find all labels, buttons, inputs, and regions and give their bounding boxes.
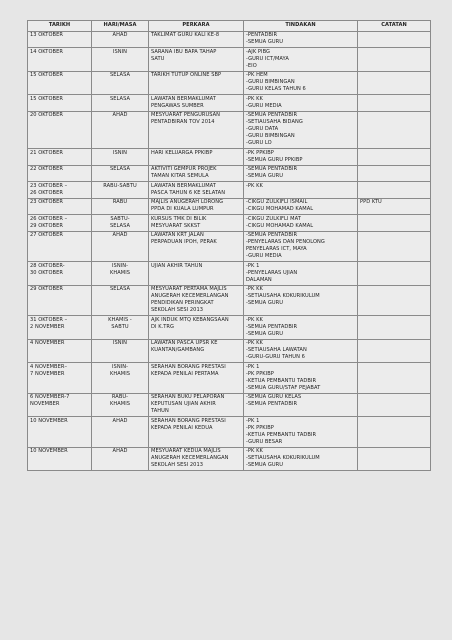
table-row xyxy=(28,95,431,112)
cell-catatan xyxy=(358,285,431,316)
table-row xyxy=(28,111,431,149)
cell-tindakan: -PK KK -SEMUA PENTADBIR -SEMUA GURU xyxy=(244,316,358,340)
cell-tarikh: 28 OKTOBER- 30 OKTOBER xyxy=(28,262,92,286)
cell-hari-masa: RABU- KHAMIS xyxy=(92,393,149,417)
table-row xyxy=(28,165,431,182)
table-body xyxy=(28,31,431,471)
cell-catatan xyxy=(358,339,431,363)
cell-catatan xyxy=(358,393,431,417)
cell-catatan xyxy=(358,363,431,394)
table-row xyxy=(28,285,431,316)
table-row xyxy=(28,339,431,363)
cell-hari-masa: ISNIN- KHAMIS xyxy=(92,363,149,394)
cell-perkara: SARANA IBU BAPA TAHAP SATU xyxy=(149,48,244,72)
cell-catatan xyxy=(358,149,431,166)
cell-catatan xyxy=(358,316,431,340)
cell-tarikh: 14 OKTOBER xyxy=(28,48,92,72)
cell-perkara: SERAHAN BORANG PRESTASI KEPADA PENILAI KEDUA xyxy=(149,417,244,448)
cell-hari-masa: AHAD xyxy=(92,111,149,149)
schedule-table xyxy=(27,20,431,471)
cell-catatan xyxy=(358,95,431,112)
cell-hari-masa: AHAD xyxy=(92,447,149,471)
cell-perkara: TARIKH TUTUP ONLINE SBP xyxy=(149,71,244,95)
cell-catatan: PPD KTU xyxy=(358,198,431,215)
cell-tindakan: -PK KK -SETIAUSAHA KOKURIKULUM -SEMUA GURU xyxy=(244,285,358,316)
table-row xyxy=(28,71,431,95)
cell-tindakan: -SEMUA PENTADBIR -SETIAUSAHA BIDANG -GURU DATA -GURU BIMBINGAN -GURU LO xyxy=(244,111,358,149)
table-row xyxy=(28,316,431,340)
table-row xyxy=(28,447,431,471)
cell-hari-masa: SELASA xyxy=(92,285,149,316)
cell-catatan xyxy=(358,111,431,149)
table-row xyxy=(28,363,431,394)
cell-hari-masa: SABTU- SELASA xyxy=(92,215,149,232)
cell-hari-masa: AHAD xyxy=(92,31,149,48)
cell-tarikh: 22 OKTOBER xyxy=(28,165,92,182)
cell-tindakan: -SEMUA GURU KELAS -SEMUA PENTADBIR xyxy=(244,393,358,417)
table-row xyxy=(28,48,431,72)
cell-hari-masa: ISNIN xyxy=(92,339,149,363)
cell-catatan xyxy=(358,182,431,199)
table-row xyxy=(28,198,431,215)
cell-tindakan: -PK KK -SETIAUSAHA KOKURIKULUM -SEMUA GURU xyxy=(244,447,358,471)
cell-tarikh: 31 OKTOBER – 2 NOVEMBER xyxy=(28,316,92,340)
cell-perkara: LAWATAN PASCA UPSR KE KUANTAN/GAMBANG xyxy=(149,339,244,363)
cell-tarikh: 10 NOVEMBER xyxy=(28,417,92,448)
cell-tindakan: -AJK PIBG -GURU ICT/MAYA -EIO xyxy=(244,48,358,72)
table-row xyxy=(28,231,431,262)
cell-hari-masa: ISNIN xyxy=(92,149,149,166)
cell-catatan xyxy=(358,417,431,448)
cell-perkara: AKTIVITI GEMPUR PROJEK TAMAN KITAR SEMULA xyxy=(149,165,244,182)
cell-tindakan: -CIKGU ZULKIFLI ISMAIL -CIKGU MOHAMAD KAMAL xyxy=(244,198,358,215)
cell-perkara: HARI KELUARGA PPKIBP xyxy=(149,149,244,166)
cell-tindakan: -SEMUA PENTADBIR -PENYELARAS DAN PENOLONG PENYELARAS ICT, MAYA -GURU MEDIA xyxy=(244,231,358,262)
cell-hari-masa: AHAD xyxy=(92,417,149,448)
cell-tarikh: 4 NOVEMBER– 7 NOVEMBER xyxy=(28,363,92,394)
cell-hari-masa: RABU xyxy=(92,198,149,215)
cell-catatan xyxy=(358,165,431,182)
table-row xyxy=(28,149,431,166)
table-row xyxy=(28,31,431,48)
cell-tarikh: 4 NOVEMBER xyxy=(28,339,92,363)
cell-perkara: MESYUARAT PENGURUSAN PENTADBIRAN TOV 2014 xyxy=(149,111,244,149)
cell-perkara: SERAHAN BORANG PRESTASI KEPADA PENILAI PERTAMA xyxy=(149,363,244,394)
header-row xyxy=(28,21,431,32)
cell-tarikh: 20 OKTOBER xyxy=(28,111,92,149)
cell-tindakan: -PK KK -SETIAUSAHA LAWATAN -GURU-GURU TAHUN 6 xyxy=(244,339,358,363)
cell-tarikh: 15 OKTOBER xyxy=(28,71,92,95)
cell-tarikh: 21 OKTOBER xyxy=(28,149,92,166)
cell-hari-masa: AHAD xyxy=(92,231,149,262)
table-row xyxy=(28,182,431,199)
cell-perkara: LAWATAN KRT JALAN PERPADUAN IPOH, PERAK xyxy=(149,231,244,262)
cell-tarikh: 23 OKTOBER – 26 OKTOBER xyxy=(28,182,92,199)
cell-perkara: LAWATAN BERMAKLUMAT PASCA TAHUN 6 KE SELATAN xyxy=(149,182,244,199)
table-header xyxy=(28,21,431,32)
cell-hari-masa: ISNIN- KHAMIS xyxy=(92,262,149,286)
cell-catatan xyxy=(358,231,431,262)
cell-catatan xyxy=(358,48,431,72)
cell-tarikh: 29 OKTOBER xyxy=(28,285,92,316)
cell-perkara: SERAHAN BUKU PELAPORAN KEPUTUSAN UJIAN AKHIR TAHUN xyxy=(149,393,244,417)
cell-catatan xyxy=(358,71,431,95)
header-tarikh: TARIKH xyxy=(28,21,92,32)
cell-tarikh: 13 OKTOBER xyxy=(28,31,92,48)
cell-perkara: MESYUARAT PERTAMA MAJLIS ANUGERAH KECEMERLANGAN PENDIDIKAN PERINGKAT SEKOLAH SESI 2013 xyxy=(149,285,244,316)
table-row xyxy=(28,393,431,417)
cell-hari-masa: SELASA xyxy=(92,71,149,95)
cell-hari-masa: RABU-SABTU xyxy=(92,182,149,199)
table-row xyxy=(28,417,431,448)
cell-tindakan: -PK 1 -PENYELARAS UJIAN DALAMAN xyxy=(244,262,358,286)
cell-tarikh: 27 OKTOBER xyxy=(28,231,92,262)
cell-perkara: UJIAN AKHIR TAHUN xyxy=(149,262,244,286)
cell-hari-masa: SELASA xyxy=(92,95,149,112)
cell-tindakan: -PK HEM -GURU BIMBINGAN -GURU KELAS TAHUN 6 xyxy=(244,71,358,95)
cell-perkara: MESYUARAT KEDUA MAJLIS ANUGERAH KECEMERLANGAN SEKOLAH SESI 2013 xyxy=(149,447,244,471)
cell-perkara: MAJLIS ANUGERAH LORONG PPDA DI KUALA LUMPUR xyxy=(149,198,244,215)
cell-tindakan: -SEMUA PENTADBIR -SEMUA GURU xyxy=(244,165,358,182)
cell-catatan xyxy=(358,215,431,232)
cell-catatan xyxy=(358,262,431,286)
header-perkara: PERKARA xyxy=(149,21,244,32)
cell-perkara: KURSUS TMK DI BILIK MESYUARAT SKKST xyxy=(149,215,244,232)
table-row xyxy=(28,215,431,232)
table-row xyxy=(28,262,431,286)
cell-tindakan: -CIKGU ZULKIFLI MAT -CIKGU MOHAMAD KAMAL xyxy=(244,215,358,232)
cell-tarikh: 26 OKTOBER – 29 OKTOBER xyxy=(28,215,92,232)
cell-tindakan: -PK 1 -PK PPKIBP -KETUA PEMBANTU TADBIR -GURU BESAR xyxy=(244,417,358,448)
header-hari-masa: HARI/MASA xyxy=(92,21,149,32)
cell-catatan xyxy=(358,447,431,471)
cell-hari-masa: KHAMIS - SABTU xyxy=(92,316,149,340)
cell-catatan xyxy=(358,31,431,48)
cell-perkara: AJK INDUK MTQ KEBANGSAAN DI K.TRG xyxy=(149,316,244,340)
cell-tindakan: -PK PPKIBP -SEMUA GURU PPKIBP xyxy=(244,149,358,166)
header-catatan: CATATAN xyxy=(358,21,431,32)
cell-tindakan: -PK 1 -PK PPKIBP -KETUA PEMBANTU TADBIR -SEMUA GURU/STAF PEJABAT xyxy=(244,363,358,394)
header-tindakan: TINDAKAN xyxy=(244,21,358,32)
cell-tindakan: -PK KK -GURU MEDIA xyxy=(244,95,358,112)
cell-hari-masa: ISNIN xyxy=(92,48,149,72)
cell-tarikh: 15 OKTOBER xyxy=(28,95,92,112)
cell-hari-masa: SELASA xyxy=(92,165,149,182)
cell-tindakan: -PENTADBIR -SEMUA GURU xyxy=(244,31,358,48)
cell-tindakan: -PK KK xyxy=(244,182,358,199)
cell-perkara: LAWATAN BERMAKLUMAT PENGAWAS SUMBER xyxy=(149,95,244,112)
cell-perkara: TAKLIMAT GURU KALI KE-8 xyxy=(149,31,244,48)
cell-tarikh: 10 NOVEMBER xyxy=(28,447,92,471)
cell-tarikh: 23 OKTOBER xyxy=(28,198,92,215)
cell-tarikh: 6 NOVEMBER-7 NOVEMBER xyxy=(28,393,92,417)
